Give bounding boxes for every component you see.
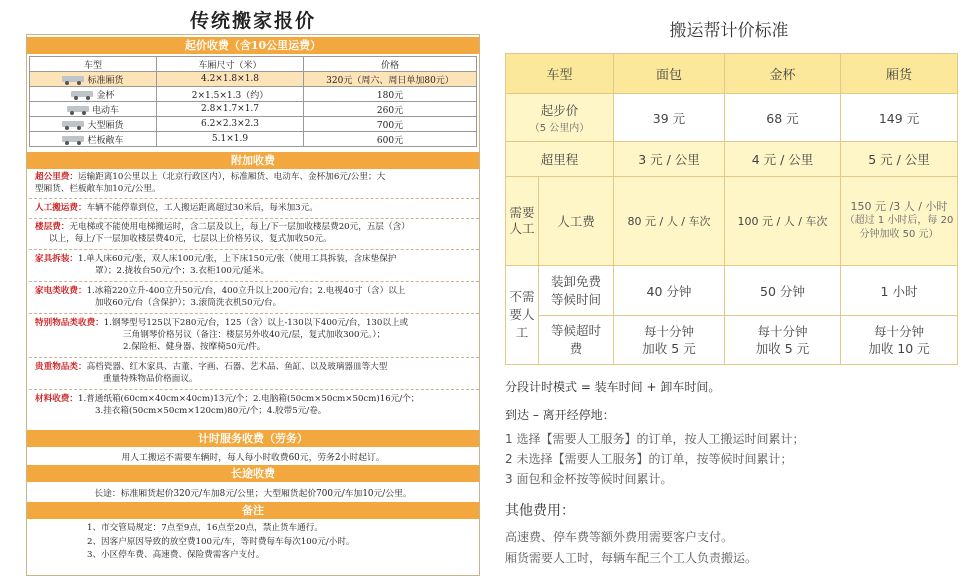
fee-line: 加收60元/台（含保护）；3.滚筒洗衣机50元/台。 <box>95 298 282 308</box>
fee-line: 罩）；2.拢妆台50元/个；3.衣柜100元/延米。 <box>95 266 270 276</box>
other-fee-line: 高速费、停车费等额外费用需要客户支付。 <box>505 530 734 544</box>
over-wait-line: 每十分钟 <box>873 324 924 339</box>
start-label-note: （5 公里内） <box>529 123 590 134</box>
start-label: 起步价 <box>540 103 579 118</box>
fee-line: 1.单人床60元/张，双人床100元/张，上下床150元/张（使用工具拆装，含床垫保护 <box>77 254 397 264</box>
start-fee-band: 起价收费（含10公里运费） <box>27 37 479 54</box>
vehicle-price: 700元 <box>304 117 477 132</box>
vehicle-cell <box>30 132 157 147</box>
vehicle-type: 大型厢货 <box>87 120 124 131</box>
extra-fee-band: 附加收费 <box>27 152 479 169</box>
extra-fee-item <box>35 317 475 353</box>
header-type: 车型 <box>30 57 157 72</box>
over-wait-line: 每十分钟 <box>757 324 808 339</box>
fee-line: 型厢货、栏板敞车加10元/公里。 <box>35 184 161 194</box>
fee-line: 以上，每上/下一层加收楼层费40元，七层以上价格另议，复式加收50元。 <box>49 234 332 244</box>
traditional-title: 传统搬家报价 <box>189 10 316 32</box>
vehicle-size: 2.8×1.7×1.7 <box>157 102 304 117</box>
start-price-xianghuo: 149 元 <box>841 94 958 142</box>
fee-line: 1.普通纸箱(60cm×40cm×40cm)13元/个；2.电脑箱(50cm×50cm×50cm)16元/个； <box>77 394 420 404</box>
vehicle-cell <box>30 87 157 102</box>
over-jinbei: 4 元 / 公里 <box>725 142 841 177</box>
vehicle-size: 5.1×1.9 <box>157 132 304 147</box>
vehicle-size: 6.2×2.3×2.3 <box>157 117 304 132</box>
vehicle-price: 180元 <box>304 87 477 102</box>
large-truck-icon <box>62 121 84 129</box>
free-jinbei: 50 分钟 <box>725 266 841 316</box>
header-size: 车厢尺寸（米） <box>157 57 304 72</box>
vehicle-size: 2×1.5×1.3（约） <box>157 87 304 102</box>
fee-line: 1.冰箱220立升-400立升50元/台，400立升以上200元/台；2.电视40寸（含）以上 <box>86 286 406 296</box>
free-wait-row <box>506 266 958 316</box>
rule-line: 1 选择【需要人工服务】的订单，按人工搬运时间累计； <box>505 432 805 446</box>
vehicle-cell <box>30 72 157 87</box>
hourly-band: 计时服务收费（劳务） <box>27 430 479 447</box>
extra-fee-item <box>35 253 475 277</box>
traditional-price-sheet <box>26 0 480 580</box>
over-wait-line: 加收 10 元 <box>868 341 930 356</box>
long-distance-text: 长途：标准厢货起价320元/车加8元/公里；大型厢货起价700元/车加10元/公里。 <box>94 489 412 499</box>
fee-key: 家电类收费： <box>35 286 87 296</box>
start-price-mianbao: 39 元 <box>614 94 725 142</box>
notes-list <box>87 522 355 563</box>
header-xianghuo: 厢货 <box>841 54 958 94</box>
hourly-text: 用人工搬运不需要车辆时，每人每小时收费60元，劳务2小时起订。 <box>121 453 385 463</box>
table-row <box>30 117 477 132</box>
need-labor-group: 需要人工 <box>506 177 539 266</box>
timing-mode: 分段计时模式 = 装车时间 + 卸车时间。 <box>505 380 721 394</box>
fee-line: 高档瓷器、红木家具、古董、字画、石器、艺术品、鱼缸、以及玻璃器皿等大型 <box>86 362 388 372</box>
over-wait-label-line: 等候超时 <box>550 323 601 338</box>
vehicle-size: 4.2×1.8×1.8 <box>157 72 304 87</box>
over-distance-row <box>506 142 958 177</box>
over-wait-mianbao <box>614 316 725 365</box>
extra-fee-item <box>35 285 475 309</box>
traditional-box <box>26 34 480 576</box>
labor-label: 人工费 <box>539 177 614 266</box>
fee-line: 2.保险柜、健身器、按摩椅50元/件。 <box>123 342 266 352</box>
pricing-table <box>505 53 958 365</box>
over-mianbao: 3 元 / 公里 <box>614 142 725 177</box>
extra-fee-item <box>35 202 475 214</box>
other-fees-title: 其他费用： <box>505 503 575 519</box>
pricing-header <box>506 54 958 94</box>
start-price-row <box>506 94 958 142</box>
vehicle-cell <box>30 102 157 117</box>
fee-line: 3.挂衣箱(50cm×50cm×120cm)80元/个；4.胶带5元/卷。 <box>95 406 327 416</box>
fee-line: 车辆不能停靠到位，工人搬运距离超过30米后，每米加3元。 <box>86 203 318 213</box>
free-label-line: 等候时间 <box>550 291 601 307</box>
vehicle-cell <box>30 117 157 132</box>
fee-line: 重量特殊物品价格面议。 <box>103 374 198 384</box>
fee-key: 家具拆装： <box>35 254 78 264</box>
header-vehicle: 车型 <box>506 54 614 94</box>
labor-mianbao: 80 元 / 人 / 车次 <box>614 177 725 266</box>
vehicle-price: 260元 <box>304 102 477 117</box>
start-fee-table <box>29 56 477 147</box>
free-xianghuo: 1 小时 <box>841 266 958 316</box>
over-xianghuo: 5 元 / 公里 <box>841 142 958 177</box>
extra-fee-item <box>35 171 475 195</box>
labor-row <box>506 177 958 266</box>
labor-box-line: （超过 1 小时后，每 20 <box>844 215 954 226</box>
no-labor-group: 不需要人工 <box>506 266 539 365</box>
van-icon <box>71 91 93 99</box>
other-fee-line: 厢货需要人工时，每辆车配三个工人负责搬运。 <box>505 551 758 565</box>
over-wait-label-line: 费 <box>569 341 583 356</box>
extra-fee-item <box>35 221 475 245</box>
vehicle-type: 金杯 <box>96 90 115 101</box>
table-row <box>30 132 477 147</box>
fee-key: 贵重物品类： <box>35 362 87 372</box>
over-wait-xianghuo <box>841 316 958 365</box>
note-line: 3、小区停车费、高速费、保险费需客户支付。 <box>87 550 265 560</box>
over-wait-label <box>539 316 614 365</box>
over-wait-line: 加收 5 元 <box>642 341 696 356</box>
fee-key: 超公里费： <box>35 172 78 182</box>
start-price-label <box>506 94 614 142</box>
labor-xianghuo <box>841 177 958 266</box>
free-label-line: 装卸免费 <box>550 273 601 289</box>
flatbed-truck-icon <box>62 136 84 144</box>
table-row <box>30 102 477 117</box>
electric-truck-icon <box>67 106 89 114</box>
over-wait-row <box>506 316 958 365</box>
fee-line: 三角钢琴价格另议（备注：楼层另外收40元/层，复式加收300元。）； <box>123 330 386 340</box>
fee-key: 材料收费： <box>35 394 78 404</box>
labor-box-line: 150 元 /3 人 / 小时 <box>850 200 948 213</box>
vehicle-price: 320元（周六、周日单加80元） <box>304 72 477 87</box>
free-mianbao: 40 分钟 <box>614 266 725 316</box>
fee-key: 特别物品类收费： <box>35 318 104 328</box>
extra-fee-item <box>35 361 475 385</box>
labor-box-line: 分钟加收 50 元） <box>859 229 939 240</box>
fee-line: 1.钢琴型号125以下280元/台，125（含）以上-130以下400元/台，130以上或 <box>103 318 409 328</box>
rule-line: 3 面包和金杯按等候时间累计。 <box>505 472 673 486</box>
vehicle-type: 电动车 <box>91 105 119 116</box>
over-wait-line: 加收 5 元 <box>755 341 810 356</box>
rule-line: 2 未选择【需要人工服务】的订单，按等候时间累计； <box>505 452 793 466</box>
header-mianbao: 面包 <box>614 54 725 94</box>
arrive-leave-title: 到达 – 离开经停地： <box>505 408 615 422</box>
banyunbang-title: 搬运帮计价标准 <box>669 21 789 41</box>
fee-key: 楼层费： <box>35 222 70 232</box>
over-wait-line: 每十分钟 <box>643 324 694 339</box>
free-wait-label <box>539 266 614 316</box>
header-jinbei: 金杯 <box>725 54 841 94</box>
table-row <box>30 72 477 87</box>
over-distance-label: 超里程 <box>506 142 614 177</box>
truck-icon <box>62 76 84 84</box>
table-row <box>30 87 477 102</box>
over-wait-jinbei <box>725 316 841 365</box>
vehicle-type: 标准厢货 <box>87 75 124 86</box>
fee-key: 人工搬运费： <box>35 203 87 213</box>
labor-jinbei: 100 元 / 人 / 车次 <box>725 177 841 266</box>
extra-fee-item <box>35 393 475 417</box>
fee-line: 运输距离10公里以上（北京行政区内），标准厢货、电动车、金杯加6元/公里；大 <box>77 172 386 182</box>
fee-line: 无电梯或不能使用电梯搬运时，含二层及以上，每上/下一层加收楼层费20元，五层（含） <box>69 222 410 232</box>
vehicle-type: 栏板敞车 <box>87 135 124 146</box>
notes-band: 备注 <box>27 502 479 519</box>
header-price: 价格 <box>304 57 477 72</box>
vehicle-price: 600元 <box>304 132 477 147</box>
note-line: 2、因客户原因导致的放空费100元/车，等时费每车每次100元/小时。 <box>87 536 355 547</box>
start-price-jinbei: 68 元 <box>725 94 841 142</box>
start-fee-header <box>30 57 477 72</box>
note-line: 1、市交管局规定：7点至9点，16点至20点，禁止货车通行。 <box>87 523 323 533</box>
long-distance-band: 长途收费 <box>27 465 479 482</box>
